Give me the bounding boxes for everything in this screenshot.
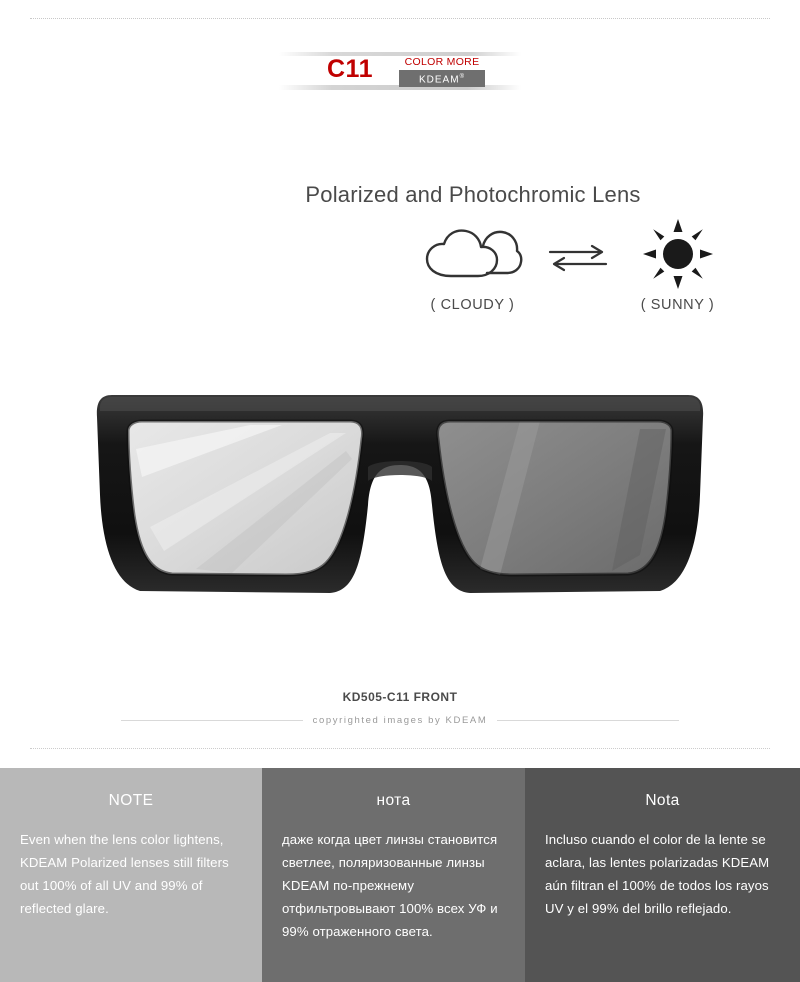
sunny-label: ( SUNNY )	[640, 297, 715, 313]
product-image-sunglasses	[0, 355, 800, 645]
photochromic-states	[400, 225, 750, 325]
note-russian	[262, 768, 525, 982]
color-badge	[279, 52, 521, 90]
color-code: C11	[327, 55, 373, 83]
note-title-russian: нота	[376, 792, 411, 809]
bottom-divider	[30, 748, 770, 749]
copyright-line-right	[497, 720, 679, 721]
transition-arrows-icon	[548, 241, 608, 275]
note-spanish	[525, 768, 800, 982]
product-caption: KD505-C11 FRONT	[342, 690, 458, 704]
badge-brand-block	[399, 56, 485, 87]
note-title-english: NOTE	[108, 792, 154, 809]
copyright-row	[0, 712, 800, 728]
note-title-spanish: Nota	[645, 792, 680, 809]
color-more-label: COLOR MORE	[404, 56, 480, 68]
page-title: Polarized and Photochromic Lens	[305, 182, 641, 207]
notes-section	[0, 768, 800, 982]
registered-icon: ®	[459, 74, 465, 80]
note-body-russian: даже когда цвет линзы становится светлее, поляризованные линзы KDEAM по-прежнему отфильтровывают 100% всех УФ и 99% отраженного света.	[282, 832, 498, 939]
cloud-icon	[400, 225, 545, 283]
brand-bar	[399, 70, 485, 87]
note-body-english: Even when the lens color lightens, KDEAM Polarized lenses still filters out 100% of all UV and 99% of reflected glare.	[20, 832, 229, 916]
state-sunny	[605, 225, 750, 313]
brand-name: KDEAM	[419, 74, 460, 86]
note-english	[0, 768, 262, 982]
cloudy-label: ( CLOUDY )	[430, 297, 515, 313]
state-cloudy	[400, 225, 545, 313]
top-divider	[30, 18, 770, 19]
note-body-spanish: Incluso cuando el color de la lente se aclara, las lentes polarizadas KDEAM aún filtran el 100% de todos los rayos UV y el 99% del brillo reflejado.	[545, 832, 770, 916]
copyright-line-left	[121, 720, 303, 721]
sun-icon	[605, 225, 750, 283]
copyright-text: copyrighted images by KDEAM	[312, 714, 488, 726]
